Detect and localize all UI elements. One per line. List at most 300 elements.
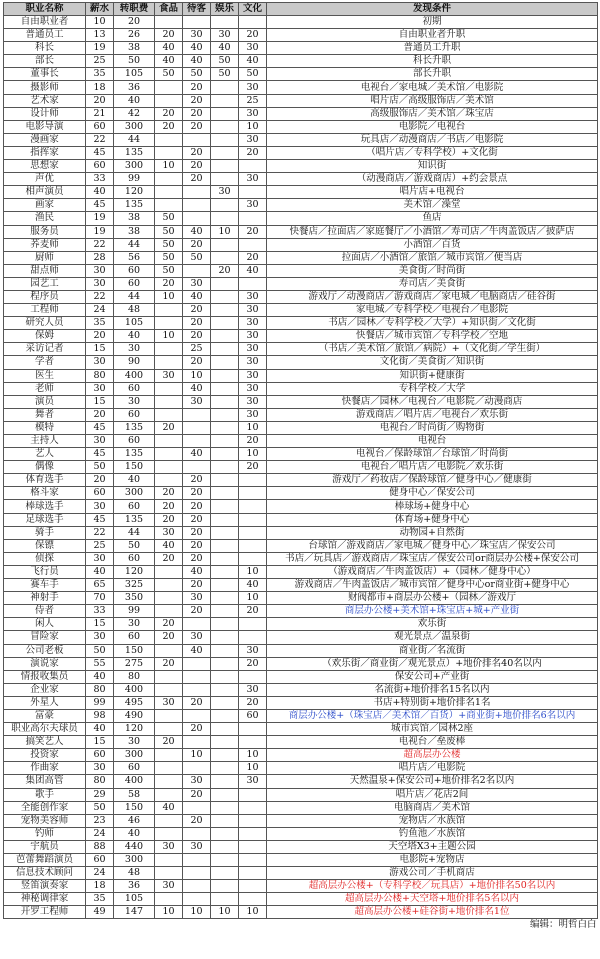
cell-food	[155, 304, 183, 317]
cell-transfer-fee: 44	[114, 290, 155, 303]
cell-hospitality: 30	[183, 775, 211, 788]
cell-entertainment	[211, 539, 239, 552]
cell-job-name: 竖笛演奏家	[4, 880, 86, 893]
cell-job-name: 职业高尔夫球员	[4, 723, 86, 736]
cell-hospitality: 20	[183, 238, 211, 251]
cell-job-name: 学者	[4, 356, 86, 369]
cell-food: 40	[155, 801, 183, 814]
cell-hospitality	[183, 408, 211, 421]
table-row	[4, 854, 598, 867]
cell-job-name: 演员	[4, 395, 86, 408]
cell-salary: 45	[86, 421, 114, 434]
cell-hospitality	[183, 133, 211, 146]
cell-culture	[239, 474, 267, 487]
cell-entertainment	[211, 670, 239, 683]
table-header-row	[4, 3, 598, 16]
table-row	[4, 775, 598, 788]
cell-job-name: 赛车手	[4, 579, 86, 592]
table-row	[4, 94, 598, 107]
table-row	[4, 788, 598, 801]
cell-salary: 21	[86, 107, 114, 120]
cell-food: 50	[155, 212, 183, 225]
cell-entertainment: 30	[211, 186, 239, 199]
cell-food: 20	[155, 29, 183, 42]
cell-hospitality: 30	[183, 277, 211, 290]
cell-transfer-fee: 60	[114, 382, 155, 395]
header-culture: 文化	[239, 3, 267, 16]
cell-unlock-condition: （书店／美术馆／旅馆／病院）+（文化街／学生街）	[267, 343, 598, 356]
cell-salary: 45	[86, 146, 114, 159]
cell-food: 20	[155, 513, 183, 526]
cell-culture	[239, 827, 267, 840]
cell-food	[155, 199, 183, 212]
cell-job-name: 体育选手	[4, 474, 86, 487]
cell-food	[155, 565, 183, 578]
cell-job-name: 摄影师	[4, 81, 86, 94]
cell-job-name: 偶像	[4, 461, 86, 474]
cell-culture	[239, 631, 267, 644]
cell-entertainment	[211, 330, 239, 343]
cell-job-name: 作曲家	[4, 762, 86, 775]
cell-hospitality: 20	[183, 81, 211, 94]
cell-transfer-fee: 120	[114, 723, 155, 736]
cell-entertainment	[211, 277, 239, 290]
cell-salary: 30	[86, 356, 114, 369]
cell-transfer-fee: 400	[114, 683, 155, 696]
cell-entertainment: 40	[211, 42, 239, 55]
cell-unlock-condition: （唱片店／专科学校）+文化街	[267, 146, 598, 159]
cell-salary: 20	[86, 408, 114, 421]
cell-food	[155, 867, 183, 880]
cell-salary: 19	[86, 42, 114, 55]
cell-unlock-condition: 美术馆／澡堂	[267, 199, 598, 212]
cell-job-name: 服务员	[4, 225, 86, 238]
cell-job-name: 外星人	[4, 696, 86, 709]
cell-salary: 60	[86, 749, 114, 762]
cell-culture	[239, 618, 267, 631]
table-row	[4, 840, 598, 853]
cell-job-name: 冒险家	[4, 631, 86, 644]
cell-hospitality: 40	[183, 290, 211, 303]
cell-entertainment	[211, 775, 239, 788]
cell-hospitality: 20	[183, 552, 211, 565]
cell-job-name: 电影导演	[4, 120, 86, 133]
cell-job-name: 荞麦师	[4, 238, 86, 251]
table-row	[4, 644, 598, 657]
cell-hospitality: 20	[183, 330, 211, 343]
cell-unlock-condition: 普通员工升职	[267, 42, 598, 55]
cell-job-name: 指挥家	[4, 146, 86, 159]
cell-transfer-fee: 60	[114, 277, 155, 290]
cell-entertainment	[211, 382, 239, 395]
table-row	[4, 16, 598, 29]
cell-unlock-condition: 财阀都市+商层办公楼+（园林／游戏厅	[267, 592, 598, 605]
cell-culture: 20	[239, 29, 267, 42]
cell-culture: 10	[239, 762, 267, 775]
cell-salary: 19	[86, 225, 114, 238]
cell-transfer-fee: 40	[114, 94, 155, 107]
cell-transfer-fee: 38	[114, 42, 155, 55]
cell-hospitality: 20	[183, 579, 211, 592]
cell-job-name: 采访记者	[4, 343, 86, 356]
cell-culture: 30	[239, 343, 267, 356]
cell-food	[155, 317, 183, 330]
cell-entertainment	[211, 788, 239, 801]
cell-culture: 40	[239, 579, 267, 592]
cell-unlock-condition: 商业街／名流街	[267, 644, 598, 657]
cell-transfer-fee: 56	[114, 251, 155, 264]
cell-transfer-fee: 48	[114, 304, 155, 317]
cell-culture: 40	[239, 55, 267, 68]
cell-transfer-fee: 440	[114, 840, 155, 853]
cell-transfer-fee: 135	[114, 448, 155, 461]
cell-food: 50	[155, 264, 183, 277]
cell-food	[155, 827, 183, 840]
table-row	[4, 133, 598, 146]
cell-culture: 30	[239, 369, 267, 382]
cell-entertainment	[211, 644, 239, 657]
cell-transfer-fee: 58	[114, 788, 155, 801]
table-row	[4, 631, 598, 644]
cell-salary: 65	[86, 579, 114, 592]
cell-unlock-condition: 高级服饰店／美术馆／珠宝店	[267, 107, 598, 120]
cell-culture	[239, 539, 267, 552]
cell-culture: 30	[239, 199, 267, 212]
cell-job-name: 舞者	[4, 408, 86, 421]
cell-culture: 30	[239, 395, 267, 408]
cell-transfer-fee: 90	[114, 356, 155, 369]
table-row	[4, 290, 598, 303]
cell-unlock-condition: 欢乐街	[267, 618, 598, 631]
cell-salary: 80	[86, 683, 114, 696]
table-row	[4, 867, 598, 880]
cell-transfer-fee: 135	[114, 199, 155, 212]
cell-transfer-fee: 60	[114, 408, 155, 421]
cell-hospitality	[183, 827, 211, 840]
cell-entertainment	[211, 500, 239, 513]
cell-salary: 40	[86, 565, 114, 578]
cell-transfer-fee: 30	[114, 343, 155, 356]
cell-job-name: 歌手	[4, 788, 86, 801]
cell-food	[155, 461, 183, 474]
cell-entertainment: 10	[211, 225, 239, 238]
cell-entertainment	[211, 212, 239, 225]
cell-transfer-fee: 275	[114, 657, 155, 670]
header-transfer-fee: 转职费	[114, 3, 155, 16]
cell-unlock-condition: 书店／玩具店／游戏商店／珠宝店／保安公司or商层办公楼+保安公司	[267, 552, 598, 565]
cell-transfer-fee: 135	[114, 421, 155, 434]
cell-transfer-fee: 300	[114, 120, 155, 133]
cell-transfer-fee: 60	[114, 552, 155, 565]
cell-entertainment	[211, 16, 239, 29]
cell-salary: 33	[86, 605, 114, 618]
table-row	[4, 343, 598, 356]
cell-culture	[239, 840, 267, 853]
cell-salary: 33	[86, 173, 114, 186]
header-hospitality: 待客	[183, 3, 211, 16]
header-unlock-condition: 发现条件	[267, 3, 598, 16]
cell-unlock-condition: 专科学校／大学	[267, 382, 598, 395]
cell-unlock-condition: （游戏商店／牛肉盖饭店）+（园林／健身中心）	[267, 565, 598, 578]
cell-job-name: 开罗工程师	[4, 906, 86, 919]
cell-culture	[239, 814, 267, 827]
table-row	[4, 435, 598, 448]
cell-food	[155, 814, 183, 827]
cell-culture	[239, 880, 267, 893]
cell-hospitality	[183, 736, 211, 749]
cell-transfer-fee: 36	[114, 880, 155, 893]
cell-hospitality: 20	[183, 500, 211, 513]
cell-entertainment	[211, 840, 239, 853]
cell-hospitality: 20	[183, 160, 211, 173]
cell-transfer-fee: 60	[114, 435, 155, 448]
table-row	[4, 500, 598, 513]
cell-hospitality: 20	[183, 814, 211, 827]
cell-food: 20	[155, 107, 183, 120]
cell-hospitality: 10	[183, 369, 211, 382]
table-row	[4, 513, 598, 526]
cell-unlock-condition: 快餐店／园林／电视台／电影院／动漫商店	[267, 395, 598, 408]
cell-transfer-fee: 48	[114, 867, 155, 880]
table-row	[4, 657, 598, 670]
cell-entertainment	[211, 94, 239, 107]
cell-job-name: 格斗家	[4, 487, 86, 500]
cell-transfer-fee: 60	[114, 264, 155, 277]
cell-entertainment	[211, 160, 239, 173]
cell-job-name: 部长	[4, 55, 86, 68]
cell-salary: 30	[86, 264, 114, 277]
cell-entertainment	[211, 893, 239, 906]
cell-hospitality: 40	[183, 225, 211, 238]
cell-hospitality: 50	[183, 251, 211, 264]
cell-transfer-fee: 60	[114, 500, 155, 513]
cell-culture: 20	[239, 435, 267, 448]
cell-job-name: 钓师	[4, 827, 86, 840]
table-row	[4, 749, 598, 762]
cell-transfer-fee: 38	[114, 212, 155, 225]
cell-salary: 18	[86, 81, 114, 94]
cell-food	[155, 343, 183, 356]
cell-unlock-condition: 电视台／家电城／美术馆／电影院	[267, 81, 598, 94]
cell-hospitality	[183, 16, 211, 29]
cell-culture: 20	[239, 146, 267, 159]
cell-food	[155, 605, 183, 618]
cell-salary: 30	[86, 762, 114, 775]
cell-job-name: 医生	[4, 369, 86, 382]
cell-food	[155, 670, 183, 683]
cell-unlock-condition: 寿司店／美食街	[267, 277, 598, 290]
cell-hospitality	[183, 618, 211, 631]
cell-job-name: 工程师	[4, 304, 86, 317]
cell-job-name: 信息技术顾问	[4, 867, 86, 880]
cell-food	[155, 592, 183, 605]
cell-transfer-fee: 99	[114, 605, 155, 618]
cell-culture: 10	[239, 906, 267, 919]
cell-transfer-fee: 30	[114, 618, 155, 631]
table-row	[4, 801, 598, 814]
cell-salary: 20	[86, 474, 114, 487]
cell-transfer-fee: 105	[114, 68, 155, 81]
cell-entertainment	[211, 146, 239, 159]
cell-entertainment: 20	[211, 264, 239, 277]
cell-hospitality: 20	[183, 526, 211, 539]
cell-entertainment	[211, 290, 239, 303]
cell-culture	[239, 487, 267, 500]
cell-job-name: 甜点师	[4, 264, 86, 277]
table-row	[4, 565, 598, 578]
cell-unlock-condition: 动物园+自然街	[267, 526, 598, 539]
cell-entertainment	[211, 683, 239, 696]
cell-food	[155, 94, 183, 107]
table-row	[4, 696, 598, 709]
cell-salary: 45	[86, 199, 114, 212]
cell-unlock-condition: 游戏厅／药妆店／保龄球馆／健身中心／健康街	[267, 474, 598, 487]
cell-salary: 22	[86, 290, 114, 303]
cell-culture: 10	[239, 421, 267, 434]
cell-food: 20	[155, 552, 183, 565]
cell-culture: 20	[239, 605, 267, 618]
cell-unlock-condition: 自由职业者升职	[267, 29, 598, 42]
cell-unlock-condition: 部长升职	[267, 68, 598, 81]
cell-hospitality: 10	[183, 906, 211, 919]
table-row	[4, 448, 598, 461]
cell-food: 50	[155, 238, 183, 251]
cell-culture: 30	[239, 173, 267, 186]
cell-transfer-fee: 99	[114, 173, 155, 186]
cell-salary: 25	[86, 539, 114, 552]
cell-entertainment	[211, 369, 239, 382]
table-row	[4, 421, 598, 434]
table-row	[4, 762, 598, 775]
cell-salary: 50	[86, 461, 114, 474]
cell-transfer-fee: 80	[114, 670, 155, 683]
table-row	[4, 893, 598, 906]
cell-transfer-fee: 150	[114, 461, 155, 474]
cell-culture	[239, 16, 267, 29]
cell-hospitality: 30	[183, 631, 211, 644]
table-row	[4, 238, 598, 251]
cell-culture	[239, 500, 267, 513]
cell-entertainment	[211, 657, 239, 670]
cell-job-name: 艺术家	[4, 94, 86, 107]
cell-unlock-condition: 体育场+健身中心	[267, 513, 598, 526]
cell-culture	[239, 212, 267, 225]
cell-entertainment	[211, 107, 239, 120]
cell-salary: 13	[86, 29, 114, 42]
cell-salary: 60	[86, 487, 114, 500]
cell-salary: 35	[86, 68, 114, 81]
cell-entertainment	[211, 513, 239, 526]
cell-culture	[239, 238, 267, 251]
cell-food	[155, 186, 183, 199]
cell-job-name: 足球选手	[4, 513, 86, 526]
cell-entertainment	[211, 435, 239, 448]
cell-unlock-condition: 台球馆／游戏商店／家电城／健身中心／珠宝店／保安公司	[267, 539, 598, 552]
cell-hospitality: 40	[183, 448, 211, 461]
cell-transfer-fee: 60	[114, 631, 155, 644]
cell-hospitality: 10	[183, 749, 211, 762]
cell-transfer-fee: 400	[114, 369, 155, 382]
cell-entertainment	[211, 709, 239, 722]
cell-unlock-condition: 拉面店／小酒馆／旅馆／城市宾馆／便当店	[267, 251, 598, 264]
cell-food: 30	[155, 526, 183, 539]
cell-job-name: 设计师	[4, 107, 86, 120]
cell-hospitality	[183, 854, 211, 867]
cell-unlock-condition: 健身中心／保安公司	[267, 487, 598, 500]
cell-culture	[239, 854, 267, 867]
cell-unlock-condition: 唱片店／电影院	[267, 762, 598, 775]
cell-salary: 30	[86, 500, 114, 513]
table-row	[4, 173, 598, 186]
cell-salary: 70	[86, 592, 114, 605]
cell-hospitality	[183, 461, 211, 474]
cell-job-name: 渔民	[4, 212, 86, 225]
cell-hospitality: 30	[183, 395, 211, 408]
table-body	[4, 16, 598, 919]
cell-hospitality: 20	[183, 788, 211, 801]
table-row	[4, 618, 598, 631]
cell-food	[155, 146, 183, 159]
cell-culture: 20	[239, 251, 267, 264]
cell-salary: 19	[86, 212, 114, 225]
cell-entertainment	[211, 238, 239, 251]
table-row	[4, 736, 598, 749]
cell-hospitality: 20	[183, 94, 211, 107]
cell-food	[155, 81, 183, 94]
cell-culture: 20	[239, 657, 267, 670]
table-row	[4, 552, 598, 565]
cell-entertainment	[211, 199, 239, 212]
cell-unlock-condition: 商层办公楼+（珠宝店／美术馆／百货）+商业街+地价排名6名以内	[267, 709, 598, 722]
cell-culture	[239, 893, 267, 906]
table-row	[4, 683, 598, 696]
cell-transfer-fee: 50	[114, 539, 155, 552]
table-row	[4, 277, 598, 290]
cell-job-name: 芭蕾舞蹈演员	[4, 854, 86, 867]
cell-hospitality	[183, 186, 211, 199]
cell-unlock-condition: 天空塔X3+主题公园	[267, 840, 598, 853]
table-row	[4, 382, 598, 395]
cell-salary: 30	[86, 435, 114, 448]
cell-hospitality: 30	[183, 29, 211, 42]
cell-job-name: 棒球选手	[4, 500, 86, 513]
cell-food	[155, 762, 183, 775]
cell-salary: 24	[86, 304, 114, 317]
cell-salary: 88	[86, 840, 114, 853]
cell-culture: 20	[239, 696, 267, 709]
cell-entertainment: 50	[211, 68, 239, 81]
cell-entertainment: 30	[211, 29, 239, 42]
cell-job-name: 漫画家	[4, 133, 86, 146]
cell-unlock-condition: 唱片店／花店2间	[267, 788, 598, 801]
cell-unlock-condition: 电视台／唱片店／电影院／欢乐街	[267, 461, 598, 474]
table-row	[4, 906, 598, 919]
cell-transfer-fee: 60	[114, 762, 155, 775]
cell-transfer-fee: 490	[114, 709, 155, 722]
cell-job-name: 主持人	[4, 435, 86, 448]
cell-transfer-fee: 135	[114, 513, 155, 526]
cell-job-name: 神射手	[4, 592, 86, 605]
cell-transfer-fee: 38	[114, 225, 155, 238]
cell-job-name: 闲人	[4, 618, 86, 631]
table-row	[4, 330, 598, 343]
cell-job-name: 老师	[4, 382, 86, 395]
cell-culture: 30	[239, 775, 267, 788]
cell-job-name: 骑手	[4, 526, 86, 539]
cell-entertainment	[211, 461, 239, 474]
table-row	[4, 356, 598, 369]
cell-transfer-fee: 105	[114, 893, 155, 906]
